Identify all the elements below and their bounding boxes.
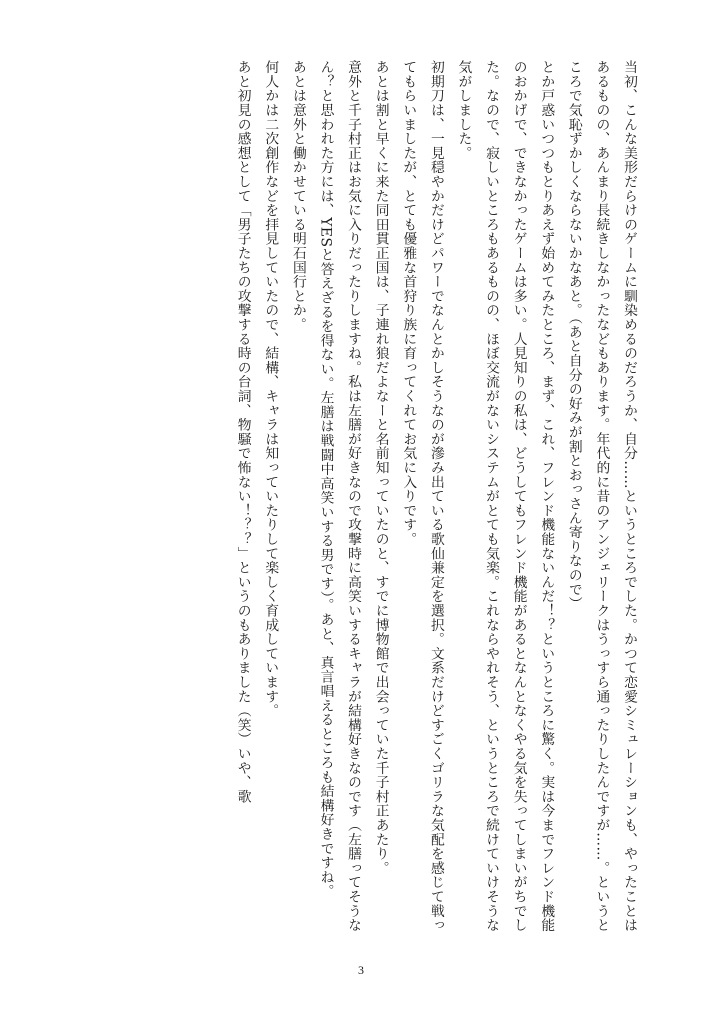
paragraph: 何人かは二次創作などを拝見していたので、結構、キャラは知っていたりして楽しく育成しています。: [262, 60, 279, 718]
paragraph: あとは意外と働かせている明石国行とか。: [289, 60, 306, 332]
paragraph: 初期刀は、一見穏やかだけどパワーでなんとかしそうなのが滲み出ている歌仙兼定を選択。文系だけどすごくゴリラな気配を感じて戦ってもらいましたが、とても優雅な首狩り族に育ってくれてお気に入りです。: [400, 60, 444, 933]
paragraph: 意外と千子村正はお気に入りだったりしますね。私は左膳が好きなので攻撃時に高笑いするキャラが結構好きなのです（左膳ってそうなん？と思われた方には、YESと答えざるを得ない。左膳は戦闘中高笑いする男です）。あと、真言唱えるところも結構好きですね。: [317, 60, 362, 933]
paragraph: あと初見の感想として「男子たちの攻撃する時の台詞、物騒で怖ない！？？」というのもありました（笑）いや、歌: [234, 60, 251, 804]
paragraph: 当初、こんな美形だらけのゲームに馴染めるのだろうか、自分……というところでした。かつて恋愛シミュレーションも、やったことはあるものの、あんまり長続きしなかったなどもあります。年代的に昔のアンジェリークはうっすら通ったりしたんですが……。というところで気恥ずかしくならないかなあと。（あと自分の好みが割とおっさん寄りなので）: [565, 60, 637, 933]
paragraph: あとは割と早くに来た同田貫正国は、子連れ狼だよなーと名前知っていたのと、すでに博物館で出会っていた千子村正あたり。: [372, 60, 389, 876]
body-text: [72, 60, 642, 940]
paragraph: とか戸惑いつつもとりあえず始めてみたところ、まず、これ、フレンド機能ないんだ！？というところに驚く。実は今までフレンド機能のおかげで、できなかったゲームは多い。人見知りの私は、どうしてもフレンド機能があるとなんとなくやる気を失ってしまいがちでした。なので、寂しいところもあるものの、ほぼ交流がないシステムがとても気楽。これならやれそう、というところで続けていけそうな気がしました。: [455, 60, 555, 933]
page-number: 3: [358, 963, 364, 977]
